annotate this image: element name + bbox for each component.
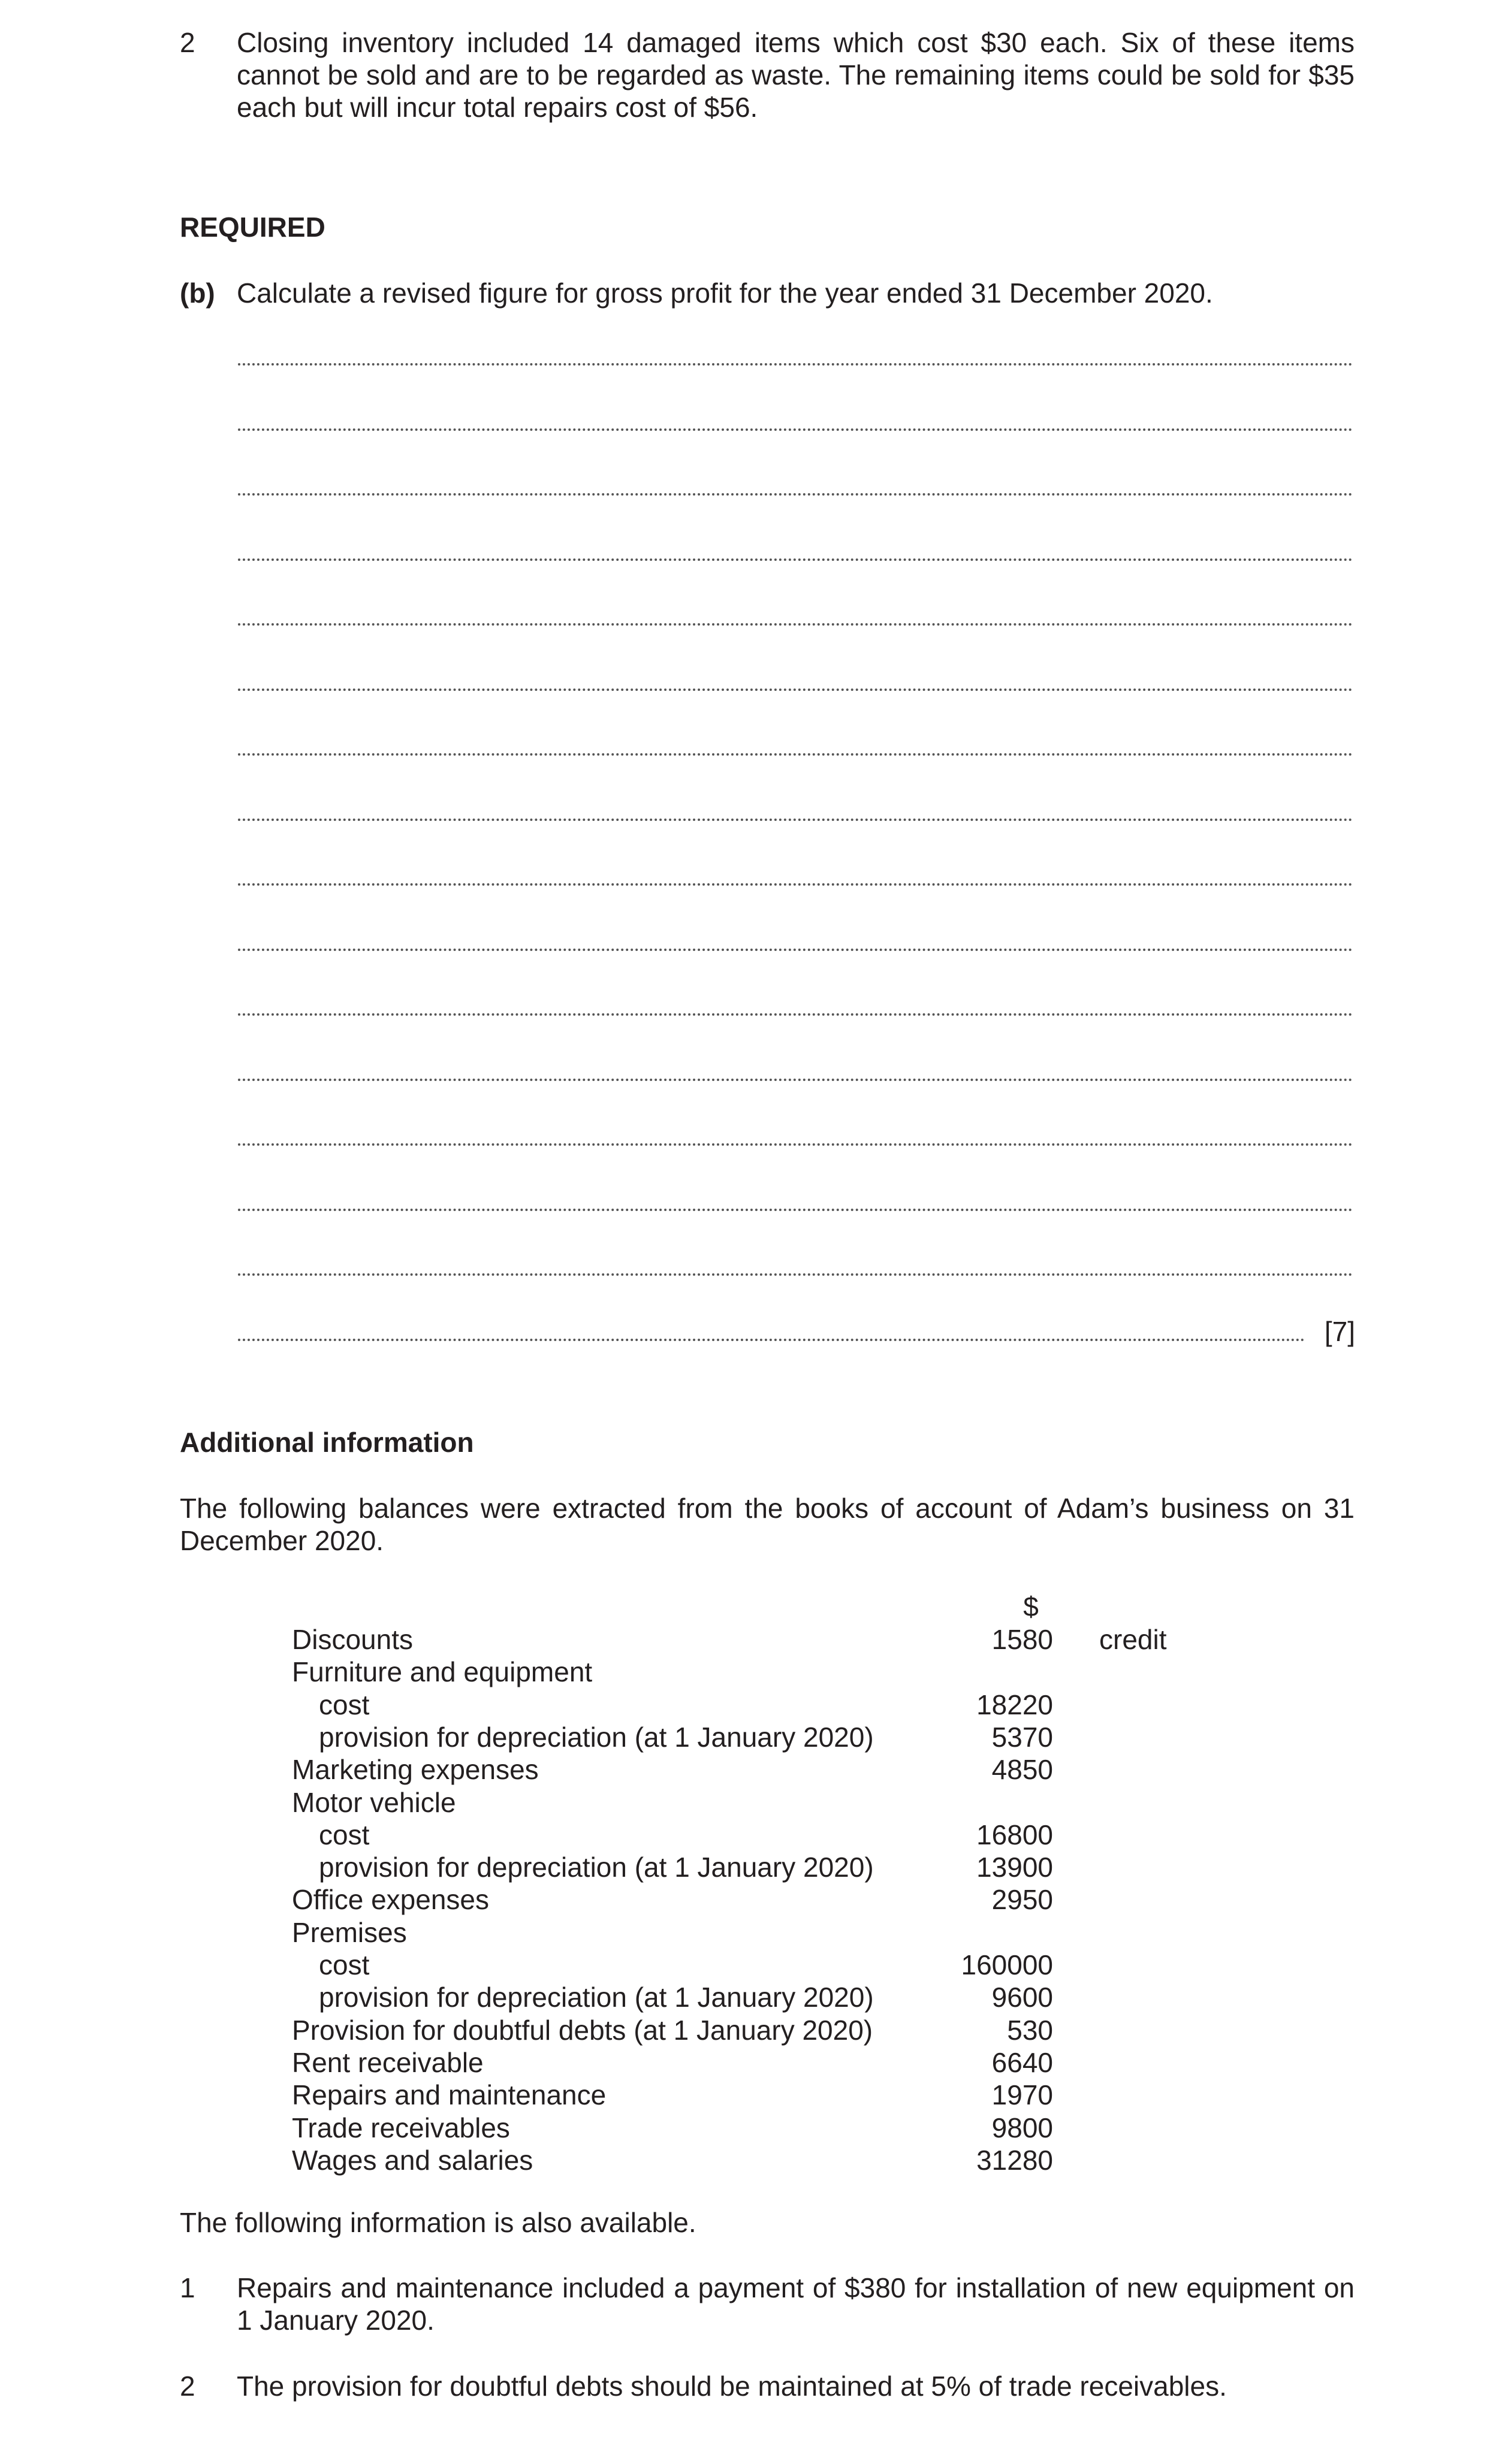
balance-label: Discounts (292, 1624, 413, 1655)
balance-label: provision for depreciation (at 1 January 2020) (319, 1722, 874, 1753)
answer-line[interactable] (238, 1013, 1353, 1016)
required-heading: REQUIRED (180, 212, 325, 243)
balance-label: cost (319, 1689, 370, 1720)
balance-row (292, 1656, 1191, 1688)
balance-row (292, 1689, 1191, 1721)
balance-label: Motor vehicle (292, 1787, 456, 1818)
balance-amount: 160000 (961, 1949, 1053, 1980)
balance-row (292, 1851, 1191, 1883)
balance-amount: 9600 (991, 1982, 1053, 2013)
answer-line[interactable] (238, 819, 1353, 821)
balance-row (292, 1949, 1191, 1981)
answer-line[interactable] (238, 689, 1353, 691)
currency-header: $ (1023, 1591, 1039, 1622)
balance-row (292, 2014, 1191, 2046)
balances-intro: The following balances were extracted from the books of account of Adam’s business on 31 December 2020. (180, 1493, 1355, 1556)
answer-line[interactable] (238, 363, 1353, 366)
balance-row (292, 2079, 1191, 2111)
balance-label: provision for depreciation (at 1 January 2020) (319, 1982, 874, 2013)
balance-label: cost (319, 1949, 370, 1980)
info-item-text: The provision for doubtful debts should be maintained at 5% of trade receivables. (237, 2371, 1227, 2402)
balance-note: credit (1099, 1624, 1167, 1655)
balance-label: Repairs and maintenance (292, 2079, 607, 2110)
additional-heading: Additional information (180, 1427, 474, 1458)
balance-amount: 1580 (991, 1624, 1053, 1655)
answer-line[interactable] (238, 883, 1353, 886)
balance-label: Premises (292, 1917, 407, 1948)
answer-line[interactable] (238, 493, 1353, 496)
balance-label: Marketing expenses (292, 1754, 539, 1785)
info-item-number: 1 (180, 2272, 195, 2303)
answer-line[interactable] (238, 1339, 1305, 1341)
answer-line[interactable] (238, 1143, 1353, 1146)
balance-row (292, 1786, 1191, 1819)
balance-amount: 9800 (991, 2112, 1053, 2143)
balance-row (292, 2046, 1191, 2079)
answer-line[interactable] (238, 428, 1353, 431)
answer-line[interactable] (238, 1273, 1353, 1276)
balance-label: Provision for doubtful debts (at 1 January 2020) (292, 2015, 873, 2046)
answer-line[interactable] (238, 1209, 1353, 1211)
balance-amount: 13900 (976, 1852, 1053, 1883)
marks-label: [7] (1324, 1316, 1355, 1347)
balance-row (292, 1981, 1191, 2013)
balance-amount: 1970 (991, 2079, 1053, 2110)
answer-line[interactable] (238, 623, 1353, 626)
info-item-text: Repairs and maintenance included a payment of $380 for installation of new equipment on 1 January 2020. (237, 2272, 1355, 2336)
answer-line[interactable] (238, 753, 1353, 756)
balance-label: provision for depreciation (at 1 January 2020) (319, 1852, 874, 1883)
balance-row (292, 2112, 1191, 2144)
balance-amount: 2950 (991, 1884, 1053, 1915)
balance-row (292, 1623, 1191, 1656)
answer-line[interactable] (238, 558, 1353, 561)
balance-label: cost (319, 1819, 370, 1850)
question-text: Calculate a revised figure for gross profit for the year ended 31 December 2020. (237, 277, 1213, 309)
balance-amount: 31280 (976, 2145, 1053, 2176)
balance-label: Office expenses (292, 1884, 490, 1915)
balance-amount: 16800 (976, 1819, 1053, 1850)
item-text: Closing inventory included 14 damaged items which cost $30 each. Six of these items cannot be sold and are to be regarded as waste. The remaining items could be sold for $35 each but will incur total repairs cost of $56. (237, 27, 1355, 123)
balance-row (292, 1819, 1191, 1851)
balance-label: Rent receivable (292, 2047, 484, 2078)
balance-row (292, 1753, 1191, 1786)
balance-row (292, 1916, 1191, 1949)
balance-amount: 18220 (976, 1689, 1053, 1720)
balance-row (292, 1721, 1191, 1753)
answer-line[interactable] (238, 1079, 1353, 1081)
balance-amount: 4850 (991, 1754, 1053, 1785)
balance-row (292, 1883, 1191, 1916)
balance-amount: 5370 (991, 1722, 1053, 1753)
balance-label: Furniture and equipment (292, 1656, 593, 1687)
balance-label: Wages and salaries (292, 2145, 533, 2176)
answer-line[interactable] (238, 949, 1353, 951)
balance-amount: 6640 (991, 2047, 1053, 2078)
info-item-number: 2 (180, 2371, 195, 2402)
part-label: (b) (180, 277, 215, 309)
item-number: 2 (180, 27, 195, 58)
also-available-text: The following information is also available. (180, 2207, 696, 2238)
balance-amount: 530 (1007, 2015, 1053, 2046)
balance-label: Trade receivables (292, 2112, 510, 2143)
balance-row (292, 2144, 1191, 2176)
